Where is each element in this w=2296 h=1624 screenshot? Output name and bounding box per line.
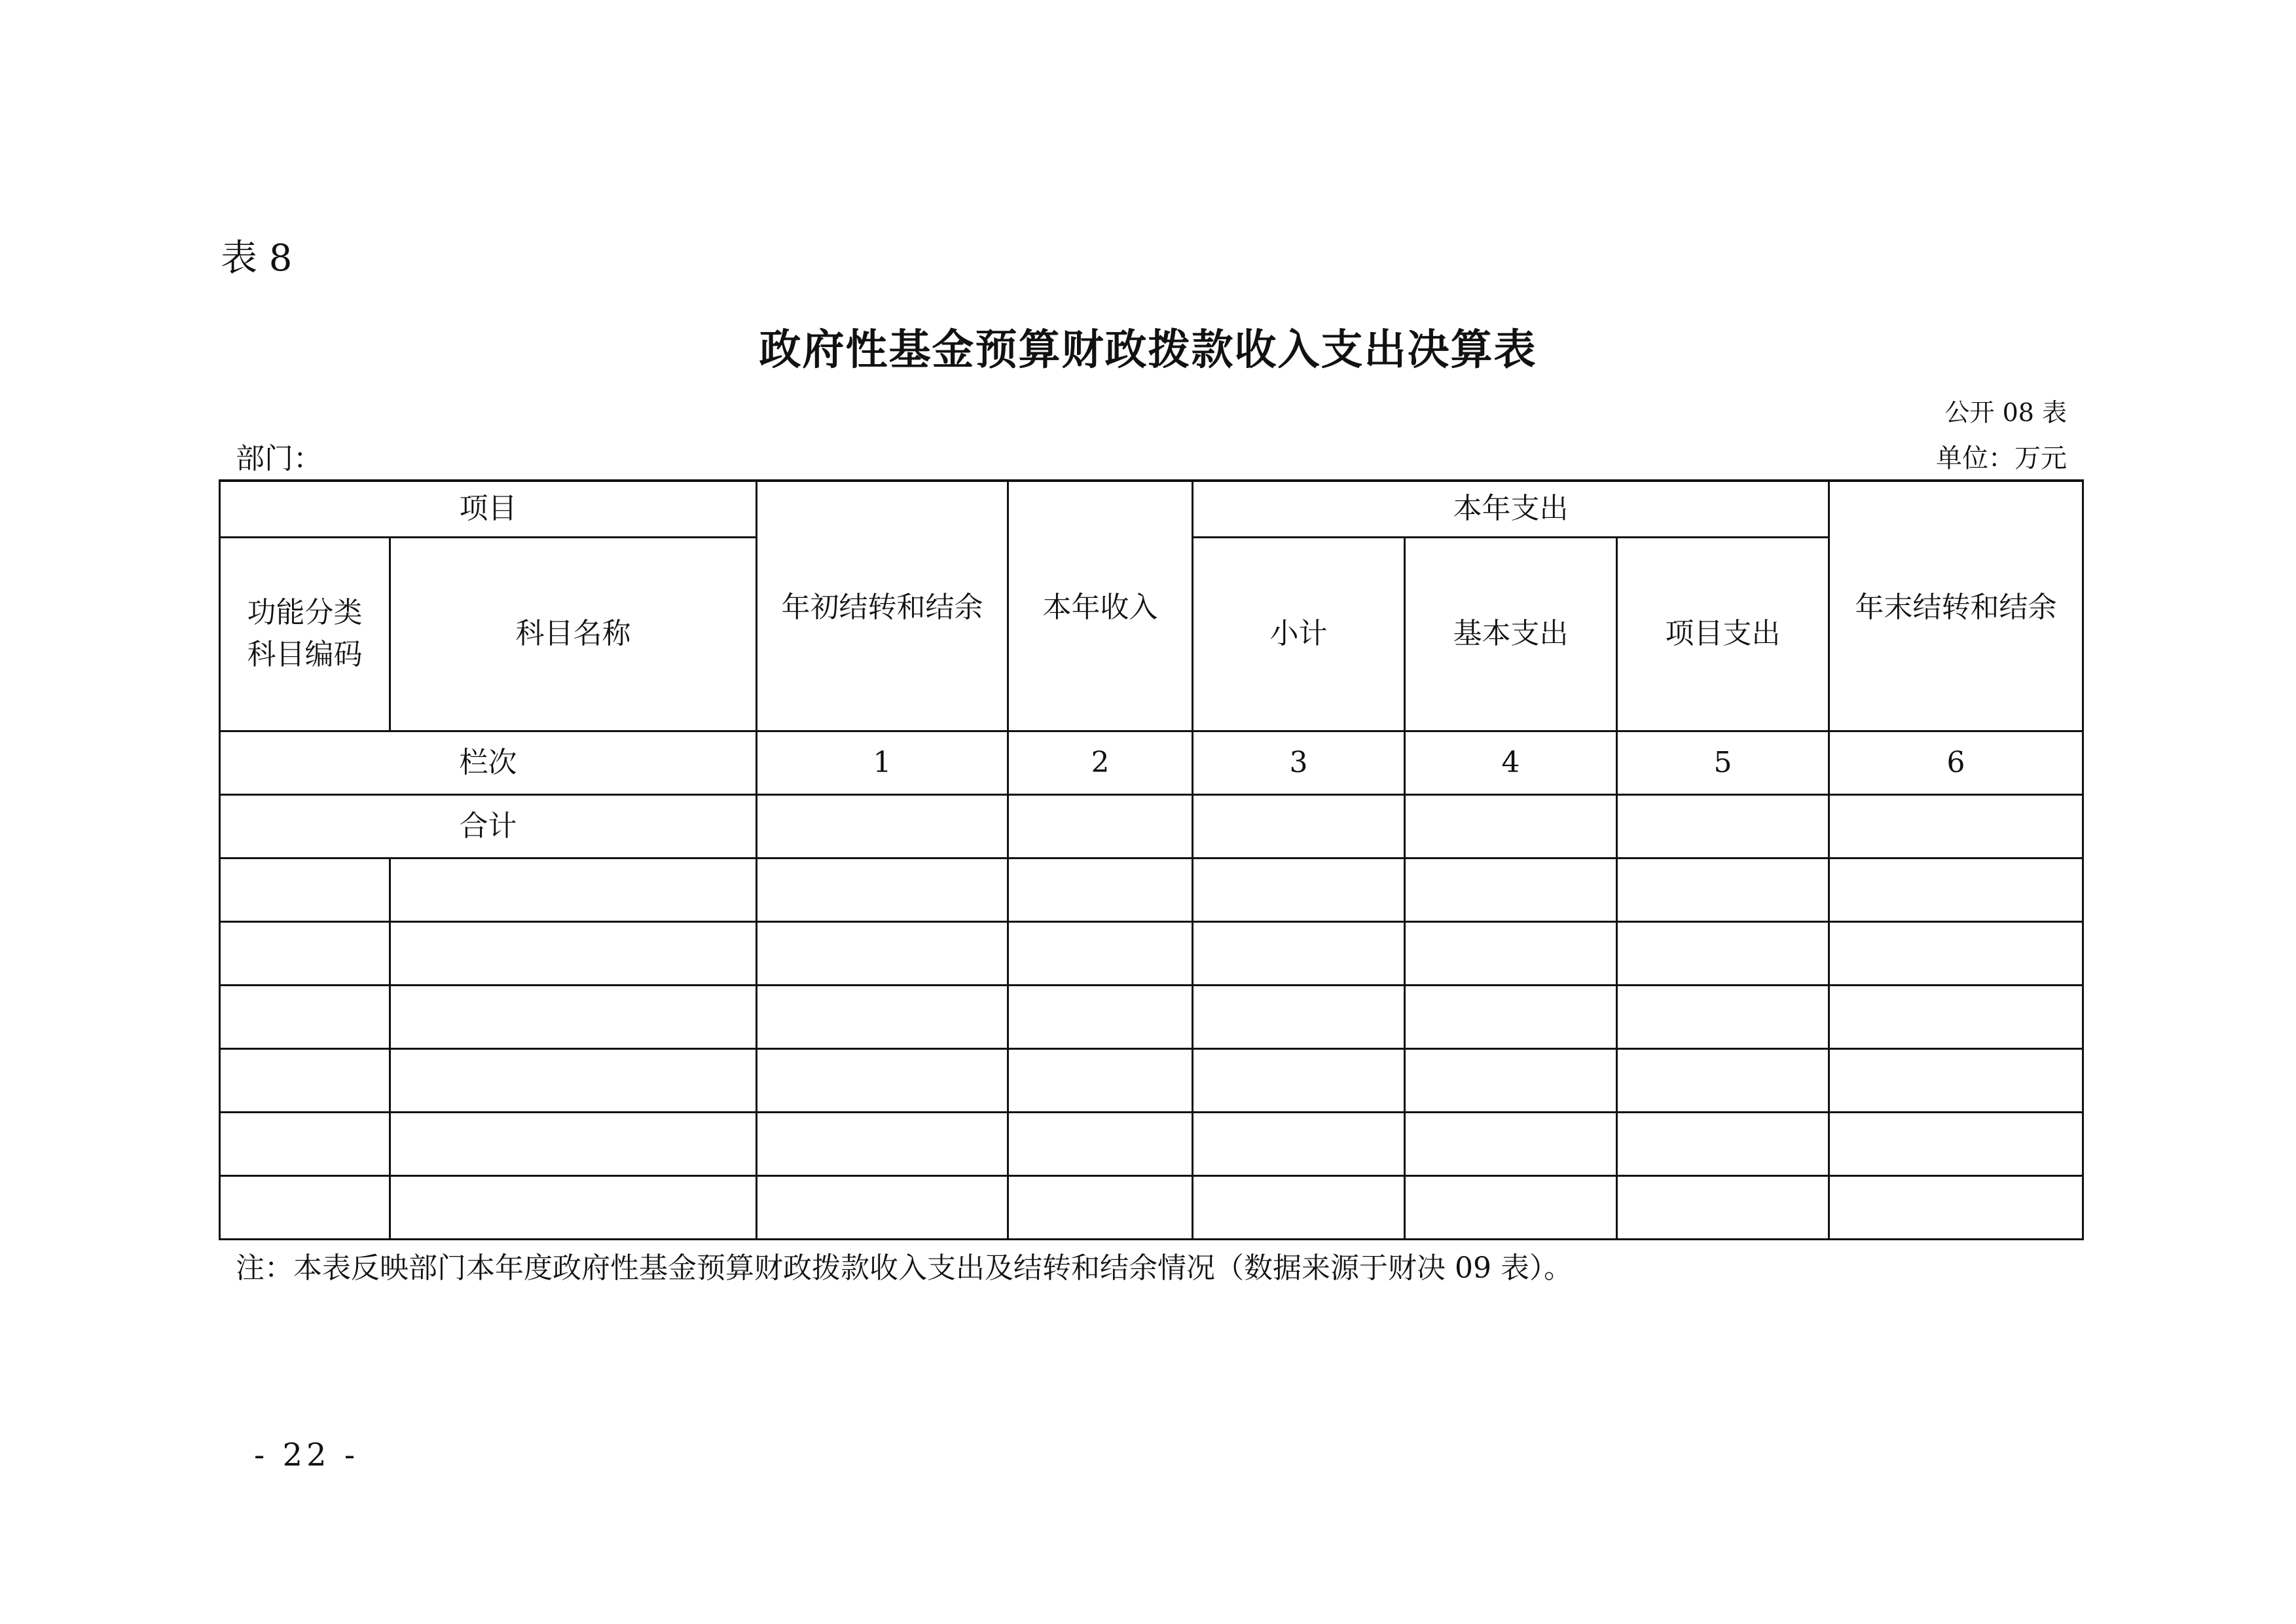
row-code-cell[interactable] [220, 1048, 390, 1112]
header-project-expense: 项目支出 [1617, 537, 1829, 731]
total-cell[interactable] [1193, 794, 1405, 858]
form-code: 公开 08 表 [1944, 398, 2067, 427]
header-opening-balance: 年初结转和结余 [757, 481, 1008, 731]
row-name-cell[interactable] [390, 858, 757, 921]
header-current-expense: 本年支出 [1193, 481, 1829, 537]
row-value-cell[interactable] [1405, 1112, 1617, 1175]
row-value-cell[interactable] [1405, 1048, 1617, 1112]
row-value-cell[interactable] [1405, 921, 1617, 985]
row-value-cell[interactable] [757, 1048, 1008, 1112]
row-value-cell[interactable] [1617, 1175, 1829, 1239]
table-row [220, 985, 2083, 1048]
page-number: - 22 - [254, 1437, 359, 1473]
row-value-cell[interactable] [757, 1112, 1008, 1175]
column-index-cell: 6 [1829, 731, 2083, 794]
row-code-cell[interactable] [220, 921, 390, 985]
row-value-cell[interactable] [1008, 858, 1193, 921]
row-value-cell[interactable] [1405, 858, 1617, 921]
total-cell[interactable] [1405, 794, 1617, 858]
total-cell[interactable] [1829, 794, 2083, 858]
table-row [220, 921, 2083, 985]
row-value-cell[interactable] [1829, 1048, 2083, 1112]
table-label: 表 8 [221, 237, 293, 280]
column-index-label: 栏次 [220, 731, 757, 794]
total-cell[interactable] [1008, 794, 1193, 858]
header-function-code [220, 537, 390, 731]
row-value-cell[interactable] [1829, 985, 2083, 1048]
header-project: 项目 [220, 481, 757, 537]
row-name-cell[interactable] [390, 921, 757, 985]
row-value-cell[interactable] [1193, 921, 1405, 985]
row-value-cell[interactable] [1617, 1112, 1829, 1175]
header-basic-expense: 基本支出 [1405, 537, 1617, 731]
row-value-cell[interactable] [1829, 858, 2083, 921]
column-index-cell: 1 [757, 731, 1008, 794]
row-value-cell[interactable] [1829, 1175, 2083, 1239]
row-name-cell[interactable] [390, 985, 757, 1048]
header-subtotal: 小计 [1193, 537, 1405, 731]
table-row [220, 1048, 2083, 1112]
row-value-cell[interactable] [1617, 858, 1829, 921]
row-name-cell[interactable] [390, 1112, 757, 1175]
row-name-cell[interactable] [390, 1175, 757, 1239]
row-value-cell[interactable] [1193, 1048, 1405, 1112]
row-value-cell[interactable] [1617, 921, 1829, 985]
table-row [220, 858, 2083, 921]
row-value-cell[interactable] [757, 921, 1008, 985]
row-code-cell[interactable] [220, 858, 390, 921]
row-value-cell[interactable] [1008, 985, 1193, 1048]
column-index-cell: 5 [1617, 731, 1829, 794]
row-value-cell[interactable] [1008, 1175, 1193, 1239]
unit-label: 单位：万元 [1936, 443, 2067, 473]
column-index-cell: 2 [1008, 731, 1193, 794]
row-value-cell[interactable] [1193, 858, 1405, 921]
total-cell[interactable] [1617, 794, 1829, 858]
header-function-code-line2: 科目编码 [247, 638, 363, 671]
table-row [220, 1112, 2083, 1175]
department-label: 部门： [236, 442, 322, 475]
row-value-cell[interactable] [1617, 1048, 1829, 1112]
row-value-cell[interactable] [1193, 1175, 1405, 1239]
row-value-cell[interactable] [757, 985, 1008, 1048]
budget-table [219, 479, 2084, 1240]
header-subject-name: 科目名称 [390, 537, 757, 731]
column-index-cell: 4 [1405, 731, 1617, 794]
row-value-cell[interactable] [1617, 985, 1829, 1048]
row-value-cell[interactable] [1829, 1112, 2083, 1175]
table-row [220, 1175, 2083, 1239]
row-code-cell[interactable] [220, 1112, 390, 1175]
header-closing-balance: 年末结转和结余 [1829, 481, 2083, 731]
row-code-cell[interactable] [220, 1175, 390, 1239]
row-value-cell[interactable] [757, 858, 1008, 921]
row-value-cell[interactable] [1405, 1175, 1617, 1239]
row-value-cell[interactable] [757, 1175, 1008, 1239]
row-value-cell[interactable] [1008, 1048, 1193, 1112]
row-value-cell[interactable] [1193, 985, 1405, 1048]
column-index-cell: 3 [1193, 731, 1405, 794]
row-code-cell[interactable] [220, 985, 390, 1048]
table-note: 注：本表反映部门本年度政府性基金预算财政拨款收入支出及结转和结余情况（数据来源于财决 09 表）。 [236, 1251, 1573, 1285]
row-value-cell[interactable] [1193, 1112, 1405, 1175]
header-function-code-line1: 功能分类 [247, 596, 363, 629]
total-row-label: 合计 [220, 794, 757, 858]
page-title: 政府性基金预算财政拨款收入支出决算表 [759, 326, 1537, 375]
row-value-cell[interactable] [1405, 985, 1617, 1048]
row-value-cell[interactable] [1008, 1112, 1193, 1175]
row-name-cell[interactable] [390, 1048, 757, 1112]
row-value-cell[interactable] [1008, 921, 1193, 985]
header-current-income: 本年收入 [1008, 481, 1193, 731]
row-value-cell[interactable] [1829, 921, 2083, 985]
total-cell[interactable] [757, 794, 1008, 858]
